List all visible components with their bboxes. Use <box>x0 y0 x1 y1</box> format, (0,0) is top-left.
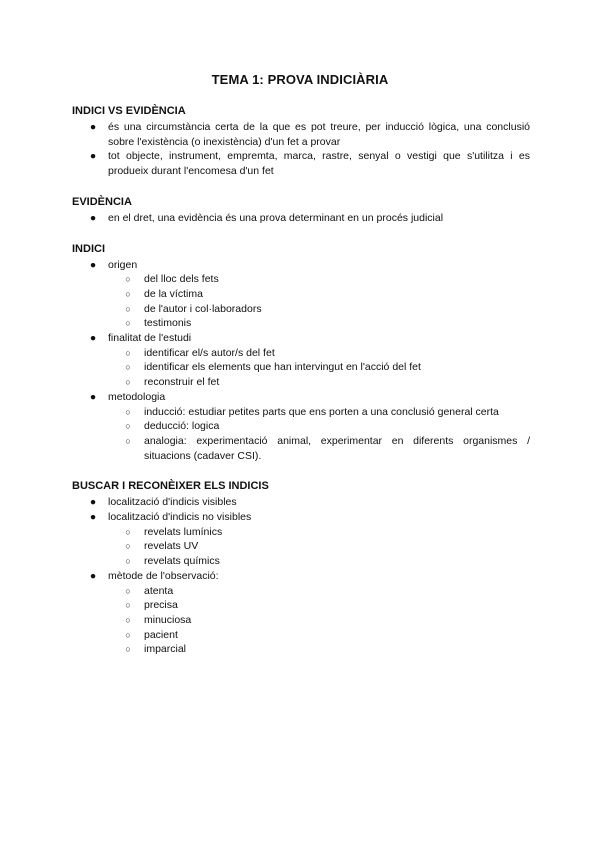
list-item-text: localització d'indicis visibles <box>108 496 237 509</box>
bullet-circle-icon: ○ <box>125 629 131 640</box>
sub-list <box>108 272 530 331</box>
sub-list-item-text: revelats lumínics <box>144 525 223 538</box>
list-item-text: localització d'indicis no visibles <box>108 511 252 524</box>
bullet-dot-icon: ● <box>89 150 97 163</box>
sub-list-item <box>108 405 530 420</box>
list-item <box>72 569 530 657</box>
list-item <box>72 149 530 178</box>
bullet-circle-icon: ○ <box>125 600 131 611</box>
sub-list-item <box>108 375 530 390</box>
section-buscar-reconeixer <box>72 479 530 657</box>
bullet-circle-icon: ○ <box>125 541 131 552</box>
list-item <box>72 495 530 510</box>
sub-list <box>108 525 530 569</box>
bullet-circle-icon: ○ <box>125 347 131 358</box>
sub-list-item-text: reconstruir el fet <box>144 376 220 389</box>
bullet-dot-icon: ● <box>89 390 97 403</box>
bullet-circle-icon: ○ <box>125 556 131 567</box>
list-item <box>72 211 530 226</box>
bullet-circle-icon: ○ <box>125 526 131 537</box>
bullet-dot-icon: ● <box>89 496 97 509</box>
sub-list-item-text: inducció: estudiar petites parts que ens porten a una conclusió general certa <box>144 405 499 418</box>
bullet-dot-icon: ● <box>89 511 97 524</box>
section-evidencia <box>72 195 530 226</box>
sub-list-item-text: atenta <box>144 584 174 597</box>
sub-list-item <box>108 287 530 302</box>
bullet-dot-icon: ● <box>89 211 97 224</box>
sub-list <box>108 584 530 658</box>
sub-list-item <box>108 434 530 463</box>
bullet-dot-icon: ● <box>89 121 97 133</box>
sub-list-item <box>108 642 530 657</box>
list-item-text: finalitat de l'estudi <box>108 332 192 345</box>
sub-list-item-text: deducció: logica <box>144 420 220 433</box>
sub-list-item-text: de l'autor i col·laboradors <box>144 302 262 315</box>
bullet-list <box>72 495 530 657</box>
sub-list-item <box>108 346 530 361</box>
bullet-circle-icon: ○ <box>125 362 131 373</box>
sub-list-item <box>108 628 530 643</box>
sub-list-item-text: de la víctima <box>144 287 203 300</box>
bullet-circle-icon: ○ <box>125 406 131 417</box>
bullet-dot-icon: ● <box>89 332 97 345</box>
list-item-text: mètode de l'observació: <box>108 569 219 582</box>
bullet-circle-icon: ○ <box>125 377 131 388</box>
list-item <box>72 510 530 569</box>
section-heading: EVIDÈNCIA <box>72 195 132 208</box>
sub-list-item-text: identificar el/s autor/s del fet <box>144 346 275 359</box>
sub-list <box>108 346 530 390</box>
sub-list-item <box>108 419 530 434</box>
sub-list-item-text: pacient <box>144 628 178 641</box>
bullet-list <box>72 211 530 226</box>
section-indici-vs-evidencia <box>72 104 530 179</box>
bullet-circle-icon: ○ <box>125 585 131 596</box>
section-indici <box>72 242 530 464</box>
sub-list-item-text: testimonis <box>144 317 192 330</box>
bullet-dot-icon: ● <box>89 258 97 271</box>
section-heading: BUSCAR I RECONÈIXER ELS INDICIS <box>72 480 269 493</box>
list-item <box>72 390 530 464</box>
document-body <box>72 104 530 673</box>
bullet-circle-icon: ○ <box>125 274 131 285</box>
bullet-circle-icon: ○ <box>125 614 131 625</box>
sub-list-item-text: identificar els elements que han intervingut en l'acció del fet <box>144 361 421 374</box>
sub-list-item-text: imparcial <box>144 643 187 656</box>
bullet-circle-icon: ○ <box>125 421 131 432</box>
sub-list-item <box>108 525 530 540</box>
list-item-text: origen <box>108 258 138 271</box>
sub-list-item <box>108 272 530 287</box>
list-item <box>72 120 530 149</box>
bullet-list <box>72 120 530 179</box>
sub-list-item <box>108 539 530 554</box>
sub-list-item <box>108 613 530 628</box>
sub-list-item <box>108 360 530 375</box>
sub-list-item-text: del lloc dels fets <box>144 273 219 286</box>
sub-list-item <box>108 598 530 613</box>
sub-list-item-text: minuciosa <box>144 613 192 626</box>
bullet-circle-icon: ○ <box>125 318 131 329</box>
list-item <box>72 331 530 390</box>
list-item-text: metodologia <box>108 390 166 403</box>
sub-list-item <box>108 584 530 599</box>
list-item-text: en el dret, una evidència és una prova determinant en un procés judicial <box>108 211 444 224</box>
sub-list-item <box>108 554 530 569</box>
bullet-circle-icon: ○ <box>125 303 131 314</box>
sub-list-item <box>108 302 530 317</box>
list-item <box>72 258 530 332</box>
section-heading: INDICI <box>72 242 105 255</box>
sub-list-item-text: precisa <box>144 599 178 612</box>
bullet-dot-icon: ● <box>89 569 97 582</box>
sub-list-item-text: revelats químics <box>144 555 220 568</box>
bullet-list <box>72 258 530 464</box>
bullet-circle-icon: ○ <box>125 644 131 655</box>
bullet-circle-icon: ○ <box>125 288 131 299</box>
page-title: TEMA 1: PROVA INDICIÀRIA <box>211 72 389 87</box>
sub-list-item-text: analogia: experimentació animal, experimentar en diferents organismes / situacions (cadaver CSI). <box>144 434 530 462</box>
section-heading: INDICI VS EVIDÈNCIA <box>72 105 186 117</box>
bullet-circle-icon: ○ <box>125 435 131 446</box>
list-item-text: tot objecte, instrument, empremta, marca, rastre, senyal o vestigi que s'utilitza i es produeix durant l'encomesa d'un fet <box>108 150 530 178</box>
sub-list <box>108 405 530 464</box>
list-item-text: és una circumstància certa de la que es pot treure, per inducció lògica, una conclusió sobre l'existència (o inexistència) d'un fet a provar <box>108 121 530 148</box>
sub-list-item-text: revelats UV <box>144 540 199 553</box>
sub-list-item <box>108 316 530 331</box>
